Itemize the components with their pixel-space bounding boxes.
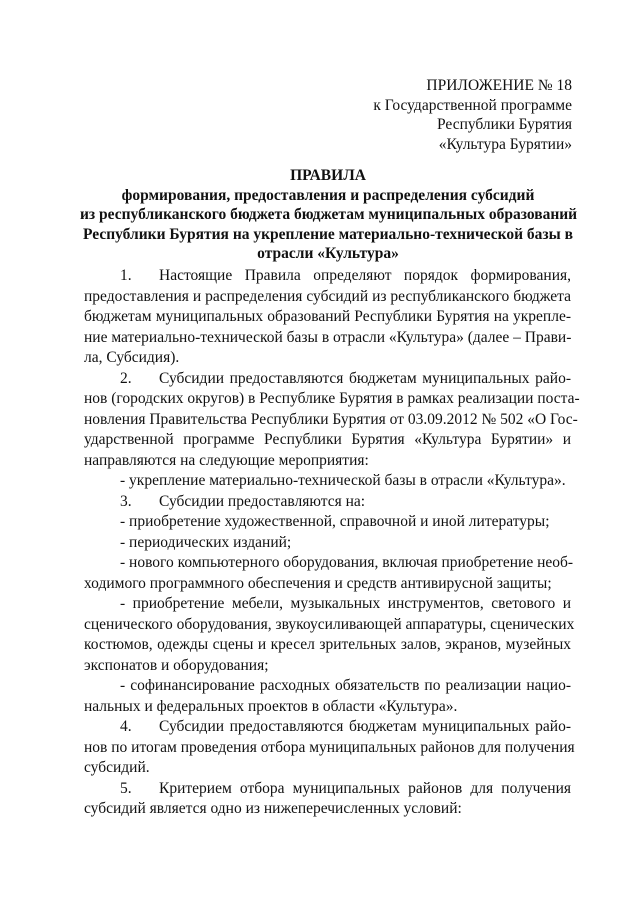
- paragraph-number: 4.: [120, 718, 132, 735]
- paragraph-line: нов (городских округов) в Республике Бурятия в рамках реализации поста-: [84, 390, 580, 407]
- paragraph-line: предоставления и распределения субсидий из республиканского бюджета: [84, 287, 571, 305]
- paragraph-1: [84, 266, 571, 369]
- paragraph-line: 4. Субсидии предоставляются бюджетам муниципальных райо-: [84, 717, 571, 738]
- paragraph-line: 5. Критерием отбора муниципальных районов для получения: [84, 779, 571, 800]
- list-item: [84, 676, 571, 717]
- paragraph-line: костюмов, одежды сцены и кресел зрительных залов, экранов, музейных: [84, 636, 571, 653]
- paragraph-line: бюджетам муниципальных образований Республики Бурятия на укрепле-: [84, 308, 571, 325]
- paragraph-line: сценического оборудования, звукоусиливающей аппаратуры, сценических: [84, 615, 575, 633]
- appendix-header: [272, 76, 572, 154]
- paragraph-line: - укрепление материально-технической базы в отрасли «Культура».: [120, 472, 566, 489]
- paragraph-number: 5.: [120, 779, 132, 797]
- paragraph-line: экспонатов и оборудования;: [84, 656, 269, 674]
- paragraph-line: - приобретение мебели, музыкальных инструментов, светового и: [120, 595, 571, 612]
- paragraph-line: 1. Настоящие Правила определяют порядок формирования,: [84, 266, 571, 287]
- paragraph-line: - приобретение художественной, справочной и иной литературы;: [120, 513, 550, 530]
- list-item: [84, 594, 575, 676]
- paragraph-line: субсидий.: [84, 759, 150, 776]
- paragraph-line: ударственной программе Республики Бурятия «Культура Бурятии» и: [84, 431, 571, 448]
- appendix-program-name: «Культура Бурятии»: [438, 135, 572, 153]
- list-item: [84, 553, 574, 594]
- paragraph-line: - нового компьютерного оборудования, включая приобретение необ-: [120, 554, 574, 571]
- paragraph-line: направляются на следующие мероприятия:: [84, 451, 369, 469]
- paragraph-line: - периодических изданий;: [120, 533, 292, 551]
- title-line-4: отрасли «Культура»: [257, 245, 399, 262]
- document-body: [84, 266, 580, 820]
- paragraph-line: ние материально-технической базы в отрасли «Культура» (далее – Прави-: [84, 328, 572, 346]
- paragraph-line: 3. Субсидии предоставляются на:: [84, 492, 571, 513]
- list-item: [84, 533, 571, 554]
- list-item: [84, 512, 571, 533]
- paragraph-line: - софинансирование расходных обязательств по реализации нацио-: [120, 677, 571, 694]
- list-item: [84, 471, 571, 492]
- paragraph-number: 3.: [120, 492, 132, 510]
- paragraph-line: ла, Субсидия).: [84, 349, 180, 366]
- title-line-2: из республиканского бюджета бюджетам муниципальных образований: [80, 206, 578, 223]
- paragraph-3: [84, 492, 571, 513]
- title-line-3: Республики Бурятия на укрепление материально-технической базы в: [82, 225, 573, 243]
- appendix-number: ПРИЛОЖЕНИЕ № 18: [426, 77, 572, 94]
- paragraph-line: 2. Субсидии предоставляются бюджетам муниципальных райо-: [84, 369, 571, 390]
- paragraph-5: [84, 779, 571, 820]
- title-heading: ПРАВИЛА: [290, 167, 366, 184]
- paragraph-line: субсидий является одно из нижеперечисленных условий:: [84, 800, 462, 817]
- paragraph-line: ходимого программного обеспечения и средств антивирусной защиты;: [84, 574, 552, 592]
- paragraph-line: новления Правительства Республики Бурятия от 03.09.2012 № 502 «О Гос-: [84, 410, 578, 428]
- paragraph-number: 2.: [120, 369, 132, 387]
- appendix-reference: к Государственной программе: [373, 96, 572, 114]
- paragraph-line: нальных и федеральных проектов в области «Культура».: [84, 697, 458, 715]
- paragraph-2: [84, 369, 580, 472]
- title-line-1: формирования, предоставления и распределения субсидий: [121, 186, 535, 204]
- paragraph-number: 1.: [120, 267, 132, 284]
- document-title: [80, 166, 576, 264]
- paragraph-4: [84, 717, 575, 779]
- appendix-region: Республики Бурятия: [437, 116, 572, 133]
- paragraph-line: нов по итогам проведения отбора муниципальных районов для получения: [84, 738, 575, 756]
